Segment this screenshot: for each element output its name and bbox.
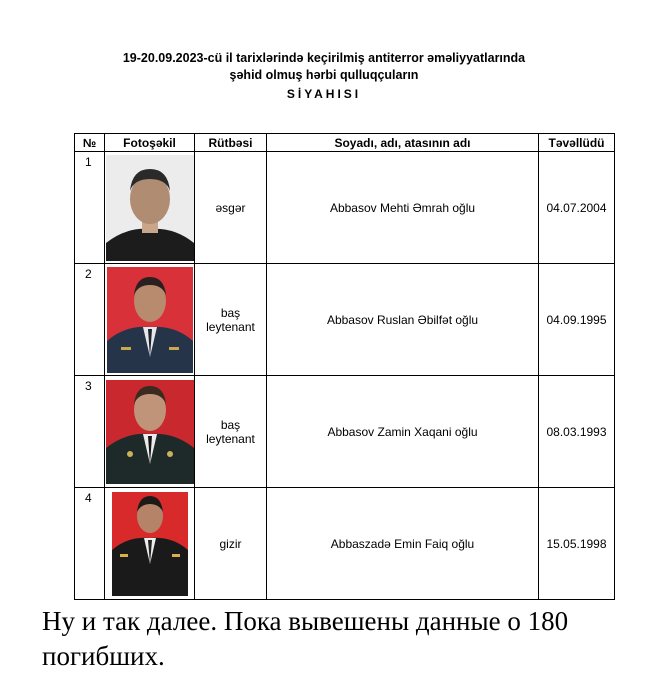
table-row	[75, 488, 615, 600]
portrait-image	[106, 380, 194, 484]
full-name-cell: Abbasov Ruslan Əbilfət oğlu	[267, 264, 539, 376]
birth-date-cell: 04.07.2004	[539, 152, 615, 264]
column-header-full-name: Soyadı, adı, atasının adı	[267, 134, 539, 152]
row-number: 3	[75, 376, 105, 488]
rank-cell: əsgər	[195, 152, 267, 264]
full-name-cell: Abbasov Mehti Əmrah oğlu	[267, 152, 539, 264]
column-header-photo: Fotoşəkil	[105, 134, 195, 152]
table-row	[75, 152, 615, 264]
photo-cell	[105, 152, 195, 264]
row-number: 2	[75, 264, 105, 376]
list-title: SİYAHISI	[286, 87, 362, 101]
portrait-image	[106, 155, 194, 261]
birth-date-cell: 15.05.1998	[539, 488, 615, 600]
photo-cell	[105, 376, 195, 488]
table-row	[75, 264, 615, 376]
photo-cell	[105, 488, 195, 600]
full-name-cell: Abbasov Zamin Xaqani oğlu	[267, 376, 539, 488]
rank-cell: gizir	[195, 488, 267, 600]
photo-cell	[105, 264, 195, 376]
footer-caption: Ну и так далее. Пока вывешены данные о 180 погибших.	[42, 606, 569, 671]
row-number: 4	[75, 488, 105, 600]
portrait-photo	[106, 380, 194, 484]
list-heading-line2: şəhid olmuş hərbi qulluqçuların	[229, 68, 419, 82]
column-header-birth-date: Təvəllüdü	[539, 134, 615, 152]
rank-cell: baş leytenant	[195, 264, 267, 376]
portrait-photo	[107, 267, 193, 373]
table-row	[75, 376, 615, 488]
table-header-row	[75, 134, 615, 152]
portrait-photo	[112, 492, 188, 596]
portrait-photo	[106, 155, 194, 261]
portrait-image	[112, 492, 188, 596]
list-heading-line1: 19-20.09.2023-cü il tarixlərində keçirilmiş antiterror əməliyyatlarında	[122, 51, 526, 65]
full-name-cell: Abbaszadə Emin Faiq oğlu	[267, 488, 539, 600]
column-header-number: №	[75, 134, 105, 152]
rank-cell: baş leytenant	[195, 376, 267, 488]
birth-date-cell: 04.09.1995	[539, 264, 615, 376]
column-header-rank: Rütbəsi	[195, 134, 267, 152]
portrait-image	[107, 267, 193, 373]
casualty-table	[74, 133, 615, 600]
row-number: 1	[75, 152, 105, 264]
birth-date-cell: 08.03.1993	[539, 376, 615, 488]
